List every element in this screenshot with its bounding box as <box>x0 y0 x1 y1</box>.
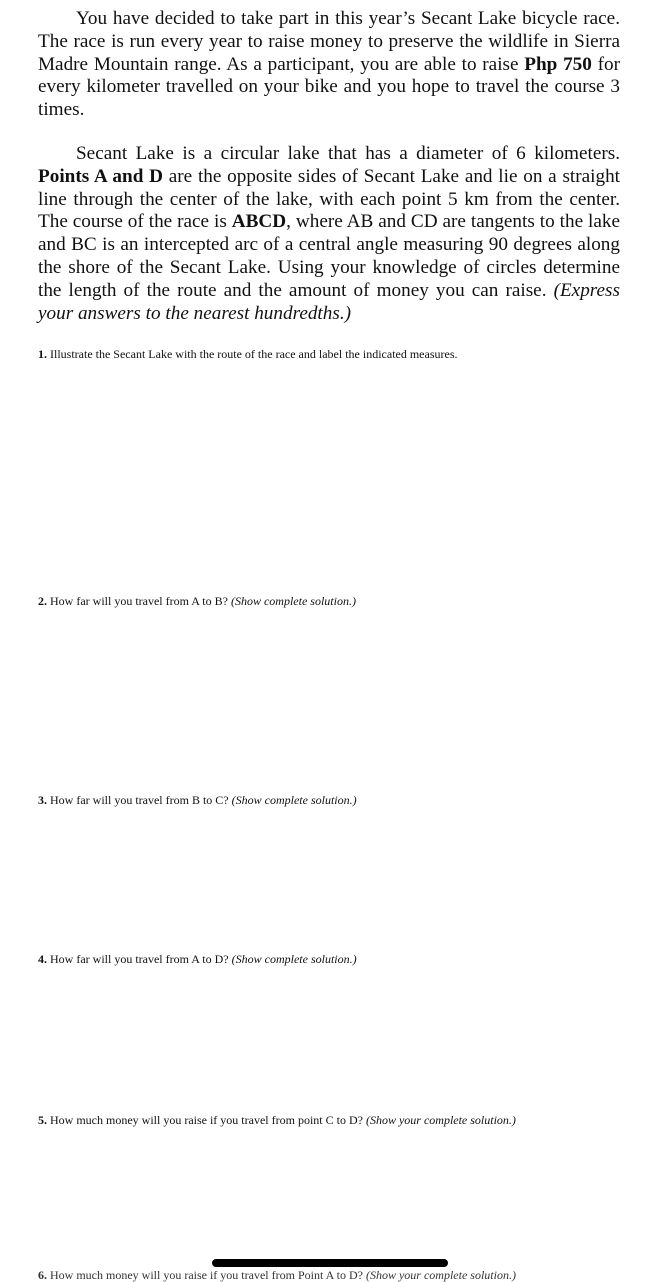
question-2 <box>38 594 638 608</box>
intro-paragraph <box>38 8 620 122</box>
question-text: How far will you travel from A to D? <box>47 952 232 966</box>
amount-bold: Php 750 <box>524 53 592 75</box>
question-number: 4. <box>38 952 47 966</box>
route-bold: ABCD <box>231 211 287 233</box>
question-note: (Show complete solution.) <box>231 793 357 807</box>
question-number: 5. <box>38 1113 47 1127</box>
home-indicator-bar[interactable] <box>212 1259 448 1267</box>
question-3 <box>38 793 638 807</box>
points-bold: Points A and D <box>38 165 163 187</box>
problem-text-mid: are the opposite sides of Secant Lake and lie on a straight line through the center of the lake, with each point 5 km from the center. The course of the race is <box>38 165 620 233</box>
question-text: How much money will you raise if you travel from Point A to D? <box>47 1268 366 1282</box>
question-5 <box>38 1113 638 1127</box>
question-text: How far will you travel from A to B? <box>47 594 231 608</box>
question-4 <box>38 952 638 966</box>
intro-text: You have decided to take part in this year’s Secant Lake bicycle race. The race is run every year to raise money to preserve the wildlife in Sierra Madre Mountain range. As a participant, you are able to raise <box>38 8 620 75</box>
question-note: (Show your complete solution.) <box>365 1268 516 1282</box>
question-number: 2. <box>38 594 47 608</box>
question-number: 6. <box>38 1268 47 1282</box>
question-text: Illustrate the Secant Lake with the route of the race and label the indicated measures. <box>47 347 458 361</box>
question-number: 1. <box>38 347 47 361</box>
problem-text-start: Secant Lake is a circular lake that has a diameter of 6 kilometers. <box>76 143 620 164</box>
intro-text-end: for every kilometer travelled on your bike and you hope to travel the course 3 times. <box>38 53 620 121</box>
express-note: (Express your answers to the nearest hundredths.) <box>38 279 620 324</box>
question-text: How far will you travel from B to C? <box>47 793 232 807</box>
question-text: How much money will you raise if you travel from point C to D? <box>47 1113 366 1127</box>
problem-text-end: , where AB and CD are tangents to the lake and BC is an intercepted arc of a central angle measuring 90 degrees along the shore of the Secant Lake. Using your knowledge of circles determine the length of the route and the amount of money you can raise. <box>38 211 620 301</box>
question-note: (Show your complete solution.) <box>365 1113 516 1127</box>
question-note: (Show complete solution.) <box>231 952 357 966</box>
question-note: (Show complete solution.) <box>230 594 356 608</box>
problem-paragraph <box>38 143 620 325</box>
question-number: 3. <box>38 793 47 807</box>
question-1 <box>38 347 638 361</box>
